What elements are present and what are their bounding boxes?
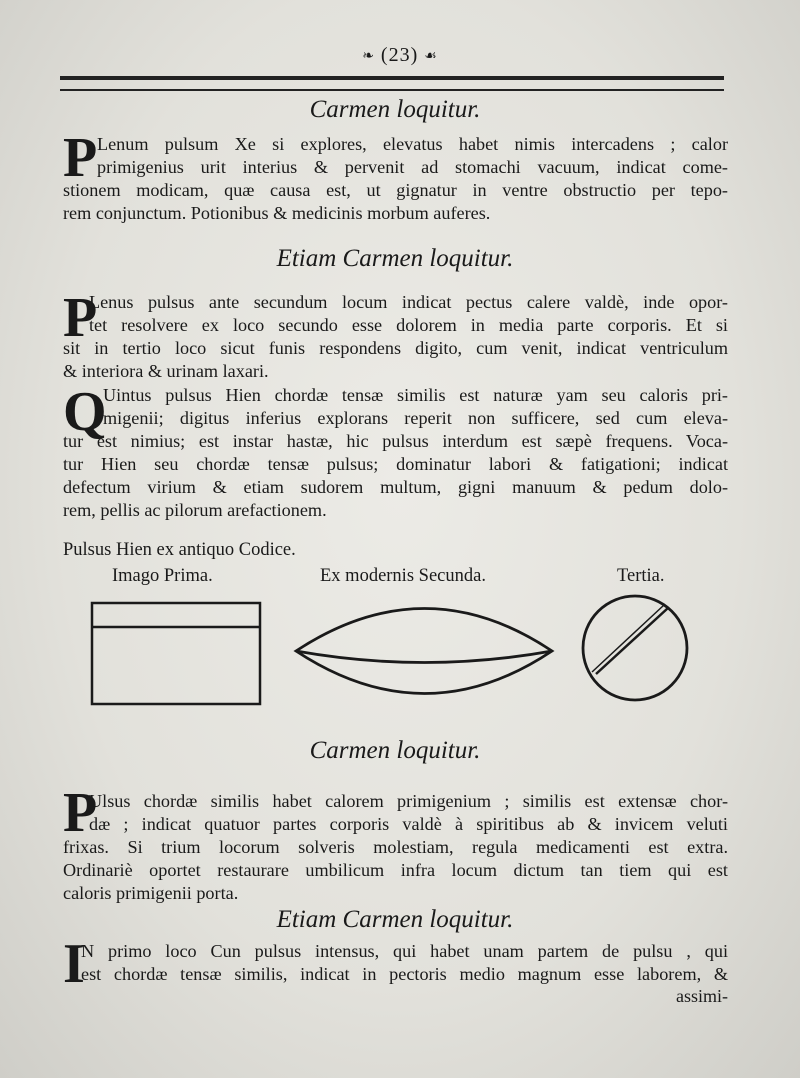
figure-label-third: Tertia. (617, 566, 665, 586)
left-ornament: ❧ (362, 48, 375, 64)
heading-etiam-carmen-1: Etiam Carmen loquitur. (276, 245, 514, 272)
p2-line-1: Lenus pulsus ante secundum locum indicat pectus calere valdè, inde opor- (89, 292, 728, 312)
p5-line-2: est chordæ tensæ similis, indicat in pectoris medio magnum esse laborem, & (81, 964, 728, 984)
p1-line-1: Lenum pulsum Xe si explores, elevatus habet nimis intercadens ; calor (97, 134, 728, 154)
p4-line-5: caloris primigenii porta. (63, 883, 239, 903)
p1-line-4: rem conjunctum. Potionibus & medicinis morbum auferes. (63, 203, 491, 223)
page-number-header (0, 44, 800, 67)
paragraph-1 (63, 133, 728, 225)
drop-cap-p3: Q (63, 381, 107, 443)
p1-line-2: primigenius urit interius & pervenit ad stomachi vacuum, indicat come- (97, 157, 728, 177)
paragraph-3 (63, 381, 728, 522)
p3-line-6: rem, pellis ac pilorum arefactionem. (63, 500, 327, 520)
p3-line-3: tur est nimius; est instar hastæ, hic pulsus interdum est sæpè frequens. Voca- (63, 431, 728, 451)
drop-cap-p1: P (63, 127, 98, 189)
p2-line-4: & interiora & urinam laxari. (63, 361, 269, 381)
p5-line-1: N primo loco Cun pulsus intensus, qui habet unam partem de pulsu , qui (81, 941, 728, 961)
catchword: assimi- (676, 986, 728, 1006)
p3-line-4: tur Hien seu chordæ tensæ pulsus; dominatur labori & fatigationi; indicat (63, 454, 728, 474)
p4-line-3: frixas. Si trium locorum solveris molestiam, regula medicamenti est extra. (63, 837, 728, 857)
heading-etiam-carmen-2: Etiam Carmen loquitur. (276, 906, 514, 933)
p3-line-5: defectum virium & etiam sudorem multum, gigni manuum & pedum dolo- (63, 477, 728, 497)
header-rule (60, 76, 724, 91)
drop-cap-p4: P (63, 782, 98, 844)
figure-label-first: Imago Prima. (112, 566, 213, 586)
paragraph-2 (63, 287, 728, 383)
page-number: (23) (380, 44, 419, 66)
heading-carmen-2: Carmen loquitur. (309, 737, 481, 764)
p4-line-1: Ulsus chordæ similis habet calorem primigenium ; similis est extensæ chor- (89, 791, 728, 811)
p4-line-2: dæ ; indicat quatuor partes corporis valdè à spiritibus ab & invicem veluti (89, 814, 728, 834)
pulse-figure-rectangle (88, 598, 268, 710)
p2-line-3: sit in tertio loco sicut funis respondens digito, cum venit, indicat ventriculum (63, 338, 728, 358)
paragraph-5 (63, 940, 728, 986)
drop-cap-p2: P (63, 287, 98, 349)
drop-cap-p5: I (63, 933, 85, 995)
heading-carmen-1: Carmen loquitur. (309, 96, 481, 123)
p3-line-2: migenii; digitus inferius explorans reperit non sufficere, sed cum eleva- (103, 408, 728, 428)
p3-line-1: Uintus pulsus Hien chordæ tensæ similis est naturæ yam seu caloris pri- (103, 385, 728, 405)
paragraph-4 (63, 790, 728, 905)
right-ornament: ☙ (424, 48, 438, 64)
p4-line-4: Ordinariè oportet restaurare umbilicum infra locum dictum tan tiem qui est (63, 860, 728, 880)
p2-line-2: tet resolvere ex loco secundo esse dolorem in media parte corporis. Et si (89, 315, 728, 335)
figure-title: Pulsus Hien ex antiquo Codice. (63, 540, 296, 560)
pulse-figure-lens (290, 596, 560, 702)
pulse-figure-circle (578, 592, 696, 704)
figure-label-second: Ex modernis Secunda. (320, 566, 486, 586)
p1-line-3: stionem modicam, quæ causa est, ut gignatur in ventre obstructio per tepo- (63, 180, 728, 200)
